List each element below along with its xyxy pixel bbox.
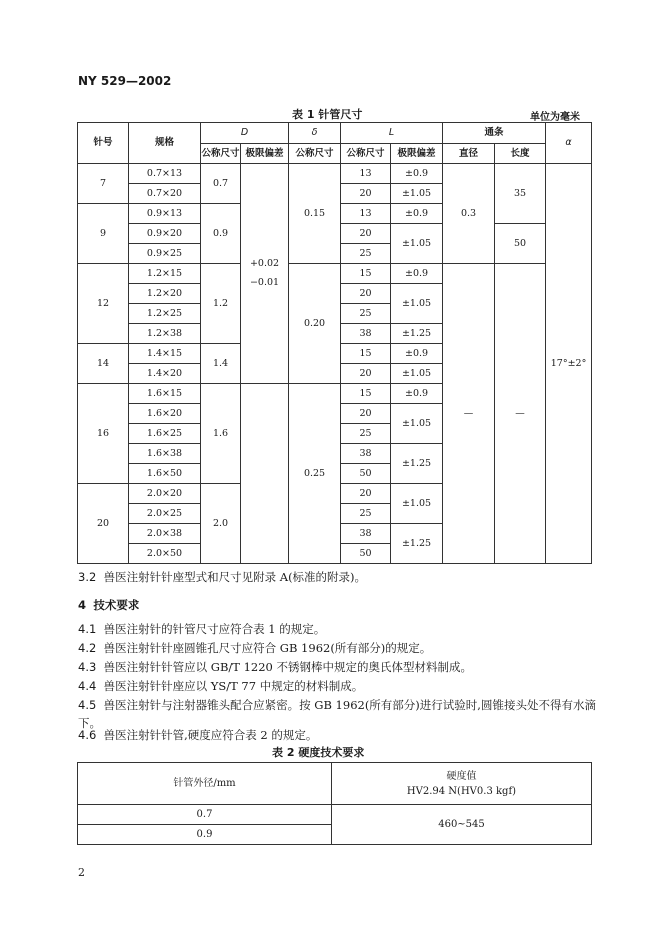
channel-length-cell: — xyxy=(495,264,546,564)
L-nominal-cell: 20 xyxy=(341,484,391,504)
L-tolerance-cell: ±0.9 xyxy=(391,264,443,284)
L-tolerance-cell: ±1.25 xyxy=(391,324,443,344)
table2-caption: 表 2 硬度技术要求 xyxy=(272,746,365,759)
spec-cell: 0.7×13 xyxy=(129,164,201,184)
spec-cell: 1.4×20 xyxy=(129,364,201,384)
D-tolerance-continued xyxy=(241,384,289,564)
L-nominal-cell: 20 xyxy=(341,184,391,204)
L-nominal-cell: 20 xyxy=(341,404,391,424)
clause-4-3 xyxy=(78,658,596,676)
hardness-label: 硬度值 xyxy=(446,770,477,782)
header-delta-nominal: 公称尺寸 xyxy=(289,144,341,164)
header-L: L xyxy=(341,123,443,144)
L-nominal-cell: 50 xyxy=(341,464,391,484)
L-nominal-cell: 50 xyxy=(341,544,391,564)
header-needle-no: 针号 xyxy=(78,123,129,164)
header-outer-diameter: 针管外径/mm xyxy=(78,763,332,805)
L-nominal-cell: 25 xyxy=(341,304,391,324)
L-nominal-cell: 20 xyxy=(341,364,391,384)
spec-cell: 2.0×50 xyxy=(129,544,201,564)
clause-number: 4.6 xyxy=(78,728,97,742)
clause-number: 4.1 xyxy=(78,622,97,636)
needle-no-cell: 7 xyxy=(78,164,129,204)
spec-cell: 1.2×15 xyxy=(129,264,201,284)
needle-no-cell: 14 xyxy=(78,344,129,384)
clause-number: 4.5 xyxy=(78,698,97,712)
spec-cell: 1.6×15 xyxy=(129,384,201,404)
D-nominal-cell: 1.4 xyxy=(201,344,241,384)
clause-text: 兽医注射针的针管尺寸应符合表 1 的规定。 xyxy=(103,622,326,636)
alpha-cell: 17°±2° xyxy=(546,164,592,564)
spec-cell: 0.9×25 xyxy=(129,244,201,264)
channel-diameter-cell: 0.3 xyxy=(443,164,495,264)
needle-no-cell: 20 xyxy=(78,484,129,564)
spec-cell: 2.0×20 xyxy=(129,484,201,504)
needle-no-cell: 12 xyxy=(78,264,129,344)
L-nominal-cell: 15 xyxy=(341,344,391,364)
L-tolerance-cell: ±1.25 xyxy=(391,524,443,564)
channel-diameter-cell: — xyxy=(443,264,495,564)
header-channel: 通条 xyxy=(443,123,546,144)
header-hardness xyxy=(332,763,592,805)
header-D: D xyxy=(201,123,289,144)
spec-cell: 1.6×25 xyxy=(129,424,201,444)
page-number: 2 xyxy=(78,866,85,879)
L-nominal-cell: 15 xyxy=(341,264,391,284)
L-nominal-cell: 38 xyxy=(341,524,391,544)
needle-tube-dimensions-table xyxy=(77,122,592,564)
spec-cell: 0.9×20 xyxy=(129,224,201,244)
hardness-value-cell: 460~545 xyxy=(332,805,592,845)
D-tol-lower: −0.01 xyxy=(249,277,280,289)
needle-no-cell: 16 xyxy=(78,384,129,484)
L-nominal-cell: 25 xyxy=(341,504,391,524)
D-nominal-cell: 1.2 xyxy=(201,264,241,344)
L-tolerance-cell: ±1.05 xyxy=(391,224,443,264)
L-tolerance-cell: ±1.05 xyxy=(391,184,443,204)
clause-text: 兽医注射针与注射器锥头配合应紧密。按 GB 1962(所有部分)进行试验时,圆锥接头处不得有水滴下。 xyxy=(78,698,596,730)
clause-4-2 xyxy=(78,639,596,657)
table1-caption: 表 1 针管尺寸 xyxy=(292,108,363,121)
D-tol-upper: +0.02 xyxy=(249,258,280,270)
L-tolerance-cell: ±1.05 xyxy=(391,364,443,384)
header-channel-length: 长度 xyxy=(495,144,546,164)
spec-cell: 0.7×20 xyxy=(129,184,201,204)
clause-number: 4.2 xyxy=(78,641,97,655)
spec-cell: 1.6×50 xyxy=(129,464,201,484)
spec-cell: 1.6×38 xyxy=(129,444,201,464)
L-nominal-cell: 25 xyxy=(341,244,391,264)
clause-text: 兽医注射针针管应以 GB/T 1220 不锈钢棒中规定的奥氏体型材料制成。 xyxy=(103,660,473,674)
L-tolerance-cell: ±1.25 xyxy=(391,444,443,484)
clause-text: 兽医注射针针座圆锥孔尺寸应符合 GB 1962(所有部分)的规定。 xyxy=(103,641,432,655)
header-L-tolerance: 极限偏差 xyxy=(391,144,443,164)
D-nominal-cell: 2.0 xyxy=(201,484,241,564)
needle-no-cell: 9 xyxy=(78,204,129,264)
L-tolerance-cell: ±1.05 xyxy=(391,404,443,444)
D-tolerance-cell xyxy=(241,164,289,384)
L-nominal-cell: 38 xyxy=(341,324,391,344)
L-tolerance-cell: ±0.9 xyxy=(391,344,443,364)
section-title: 技术要求 xyxy=(93,598,140,612)
clause-3-2 xyxy=(78,568,596,586)
spec-cell: 1.2×25 xyxy=(129,304,201,324)
L-tolerance-cell: ±1.05 xyxy=(391,284,443,324)
clause-4-1 xyxy=(78,620,596,638)
L-tolerance-cell: ±0.9 xyxy=(391,164,443,184)
header-channel-diameter: 直径 xyxy=(443,144,495,164)
channel-length-cell: 35 xyxy=(495,164,546,224)
delta-cell: 0.20 xyxy=(289,264,341,384)
spec-cell: 2.0×38 xyxy=(129,524,201,544)
header-alpha: α xyxy=(546,123,592,164)
L-tolerance-cell: ±1.05 xyxy=(391,484,443,524)
channel-length-cell: 50 xyxy=(495,224,546,264)
spec-cell: 0.9×13 xyxy=(129,204,201,224)
spec-cell: 2.0×25 xyxy=(129,504,201,524)
header-D-nominal: 公称尺寸 xyxy=(201,144,241,164)
L-nominal-cell: 20 xyxy=(341,224,391,244)
L-nominal-cell: 13 xyxy=(341,204,391,224)
clause-4-6 xyxy=(78,726,596,744)
delta-cell: 0.15 xyxy=(289,164,341,264)
L-nominal-cell: 13 xyxy=(341,164,391,184)
L-tolerance-cell: ±0.9 xyxy=(391,384,443,404)
clause-text: 兽医注射针针管,硬度应符合表 2 的规定。 xyxy=(103,728,318,742)
table1-unit: 单位为毫米 xyxy=(530,112,580,123)
L-tolerance-cell: ±0.9 xyxy=(391,204,443,224)
D-nominal-cell: 0.9 xyxy=(201,204,241,264)
clause-number: 4.4 xyxy=(78,679,97,693)
header-D-tolerance: 极限偏差 xyxy=(241,144,289,164)
delta-cell: 0.25 xyxy=(289,384,341,564)
L-nominal-cell: 25 xyxy=(341,424,391,444)
hardness-table xyxy=(77,762,592,845)
clause-number: 3.2 xyxy=(78,570,97,584)
section-number: 4 xyxy=(78,598,87,612)
header-delta: δ xyxy=(289,123,341,144)
D-nominal-cell: 1.6 xyxy=(201,384,241,484)
section-4-heading xyxy=(78,596,596,614)
clause-number: 4.3 xyxy=(78,660,97,674)
clause-4-4 xyxy=(78,677,596,695)
spec-cell: 1.2×20 xyxy=(129,284,201,304)
standard-header: NY 529—2002 xyxy=(78,74,172,88)
outer-diameter-cell: 0.9 xyxy=(78,825,332,845)
D-nominal-cell: 0.7 xyxy=(201,164,241,204)
spec-cell: 1.4×15 xyxy=(129,344,201,364)
clause-text: 兽医注射针针座型式和尺寸见附录 A(标准的附录)。 xyxy=(103,570,367,584)
L-nominal-cell: 15 xyxy=(341,384,391,404)
outer-diameter-cell: 0.7 xyxy=(78,805,332,825)
clause-text: 兽医注射针针座应以 YS/T 77 中规定的材料制成。 xyxy=(103,679,364,693)
L-nominal-cell: 20 xyxy=(341,284,391,304)
header-spec: 规格 xyxy=(129,123,201,164)
hardness-unit: HV2.94 N(HV0.3 kgf) xyxy=(406,785,517,797)
L-nominal-cell: 38 xyxy=(341,444,391,464)
spec-cell: 1.6×20 xyxy=(129,404,201,424)
spec-cell: 1.2×38 xyxy=(129,324,201,344)
header-L-nominal: 公称尺寸 xyxy=(341,144,391,164)
